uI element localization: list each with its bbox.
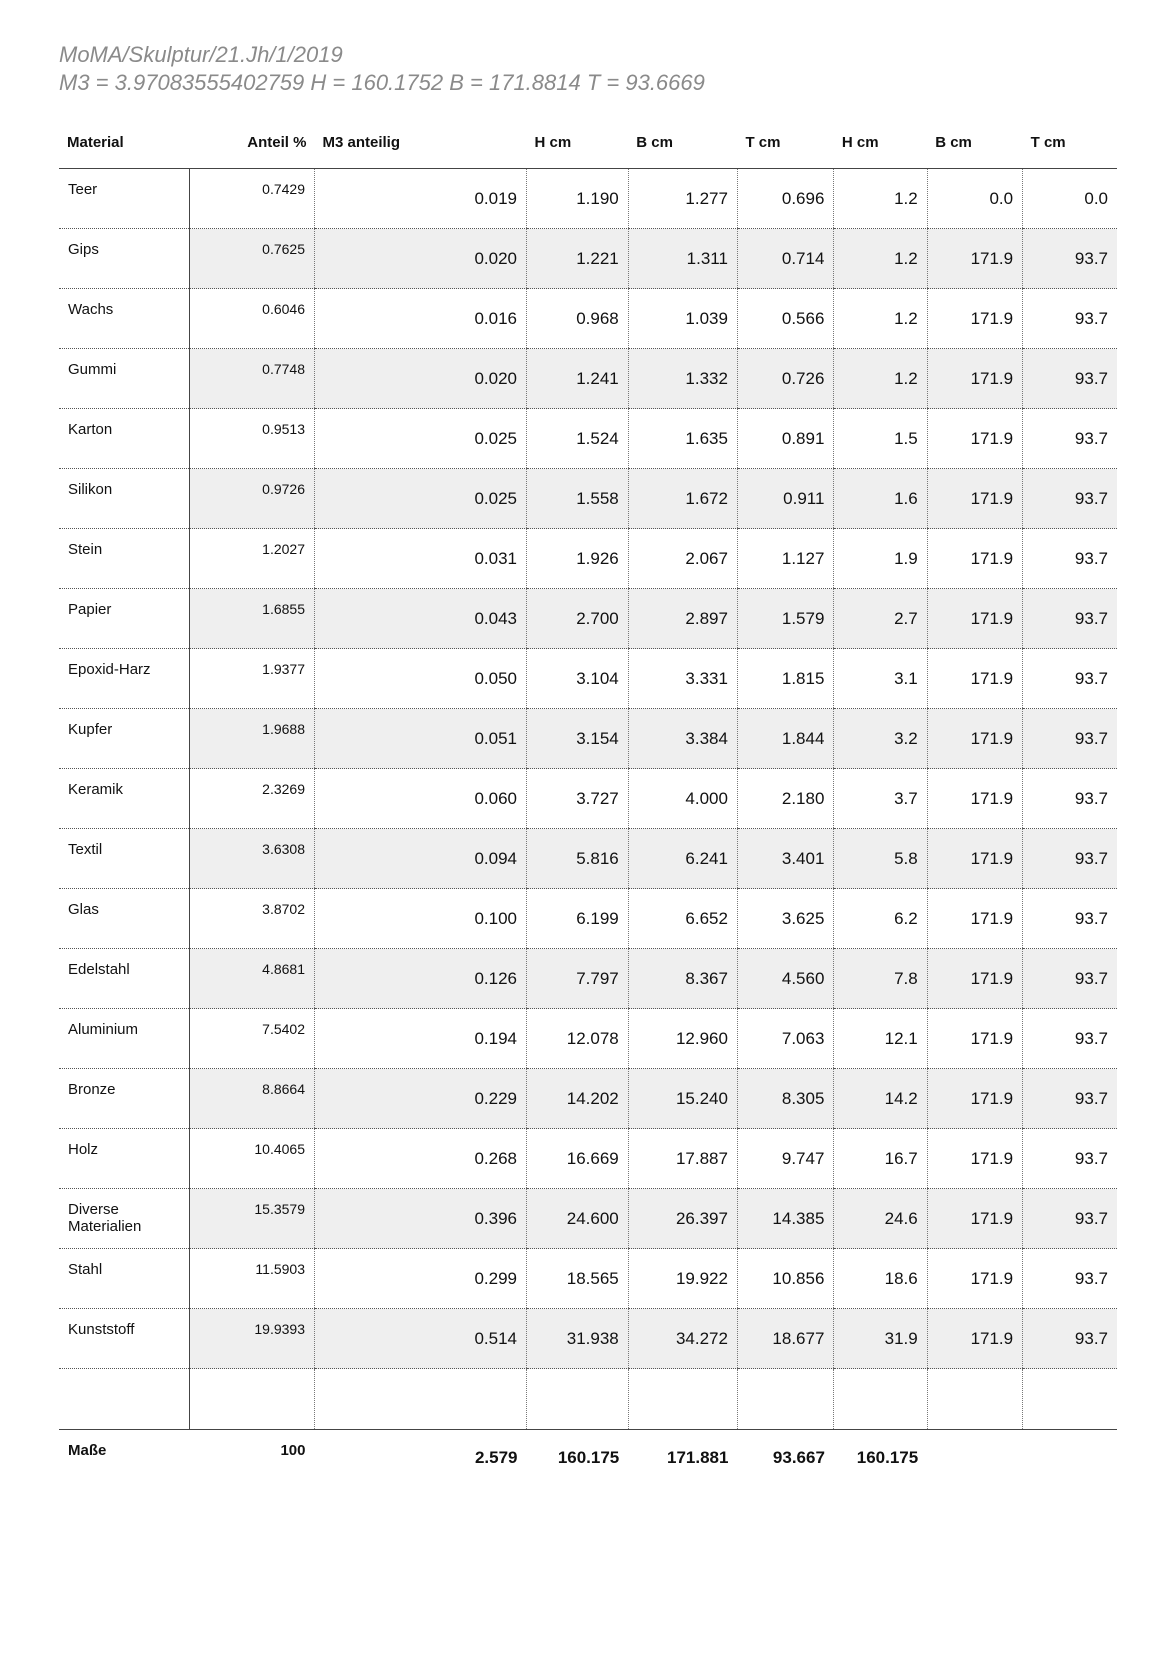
cell-t: 0.566 — [737, 289, 833, 349]
table-row — [59, 469, 1117, 529]
cell-t: 3.401 — [737, 829, 833, 889]
cell-h-rounded: 1.2 — [834, 229, 927, 289]
cell-anteil: 1.9377 — [189, 649, 314, 709]
cell-t: 1.579 — [737, 589, 833, 649]
table-header-row — [59, 116, 1117, 169]
cell-material: Silikon — [59, 469, 189, 529]
cell-material: Gummi — [59, 349, 189, 409]
cell-t-rounded: 93.7 — [1023, 1129, 1117, 1189]
cell-h-rounded: 7.8 — [834, 949, 927, 1009]
cell-m3: 0.051 — [314, 709, 526, 769]
cell-t-rounded: 93.7 — [1023, 289, 1117, 349]
cell-anteil: 1.6855 — [189, 589, 314, 649]
cell-b-rounded: 0.0 — [927, 169, 1022, 229]
cell-h: 3.104 — [527, 649, 629, 709]
cell-anteil: 7.5402 — [189, 1009, 314, 1069]
cell-t-rounded: 93.7 — [1023, 649, 1117, 709]
cell-h: 31.938 — [527, 1309, 629, 1369]
col-header-m3-anteilig: M3 anteilig — [314, 116, 526, 169]
cell-h: 5.816 — [527, 829, 629, 889]
cell-b-rounded: 171.9 — [927, 409, 1022, 469]
table-row — [59, 169, 1117, 229]
cell-m3: 0.268 — [314, 1129, 526, 1189]
table-row — [59, 649, 1117, 709]
cell-t: 0.726 — [737, 349, 833, 409]
cell-h-rounded: 1.2 — [834, 289, 927, 349]
cell-t-rounded: 93.7 — [1023, 409, 1117, 469]
cell-anteil: 11.5903 — [189, 1249, 314, 1309]
cell-t: 0.696 — [737, 169, 833, 229]
cell-t-rounded: 93.7 — [1023, 1009, 1117, 1069]
cell-t-rounded: 93.7 — [1023, 829, 1117, 889]
cell-material: Kunststoff — [59, 1309, 189, 1369]
cell-h: 3.154 — [527, 709, 629, 769]
totals-h: 160.175 — [557, 1448, 620, 1467]
table-row — [59, 529, 1117, 589]
cell-t: 0.911 — [737, 469, 833, 529]
cell-h-rounded: 5.8 — [834, 829, 927, 889]
cell-b: 3.384 — [628, 709, 737, 769]
cell-b-rounded: 171.9 — [927, 769, 1022, 829]
cell-b-rounded: 171.9 — [927, 529, 1022, 589]
cell-h-rounded: 14.2 — [834, 1069, 927, 1129]
cell-b-rounded: 171.9 — [927, 1129, 1022, 1189]
cell-b: 1.672 — [628, 469, 737, 529]
cell-t-rounded: 0.0 — [1023, 169, 1117, 229]
cell-m3: 0.025 — [314, 469, 526, 529]
cell-h: 3.727 — [527, 769, 629, 829]
materials-table — [59, 116, 1117, 1486]
cell-b: 26.397 — [628, 1189, 737, 1249]
cell-h: 6.199 — [527, 889, 629, 949]
cell-m3: 0.050 — [314, 649, 526, 709]
cell-material: Karton — [59, 409, 189, 469]
cell-h: 14.202 — [527, 1069, 629, 1129]
cell-material: Diverse Materialien — [59, 1189, 189, 1249]
cell-material: Teer — [59, 169, 189, 229]
table-row — [59, 769, 1117, 829]
col-header-t-cm: T cm — [737, 116, 833, 169]
cell-material: Keramik — [59, 769, 189, 829]
table-row — [59, 589, 1117, 649]
cell-material: Bronze — [59, 1069, 189, 1129]
table-row — [59, 349, 1117, 409]
col-header-h-cm-rounded: H cm — [834, 116, 927, 169]
cell-t-rounded: 93.7 — [1023, 469, 1117, 529]
table-row — [59, 709, 1117, 769]
totals-label: Maße — [68, 1442, 107, 1459]
cell-b-rounded: 171.9 — [927, 289, 1022, 349]
cell-b-rounded: 171.9 — [927, 949, 1022, 1009]
cell-h-rounded: 1.5 — [834, 409, 927, 469]
cell-t-rounded: 93.7 — [1023, 709, 1117, 769]
cell-m3: 0.019 — [314, 169, 526, 229]
cell-b-rounded: 171.9 — [927, 469, 1022, 529]
cell-t: 4.560 — [737, 949, 833, 1009]
cell-anteil: 0.9726 — [189, 469, 314, 529]
cell-h-rounded: 1.6 — [834, 469, 927, 529]
cell-material: Stahl — [59, 1249, 189, 1309]
cell-b: 2.897 — [628, 589, 737, 649]
cell-t-rounded: 93.7 — [1023, 769, 1117, 829]
cell-anteil: 2.3269 — [189, 769, 314, 829]
cell-h-rounded: 1.2 — [834, 169, 927, 229]
cell-t-rounded: 93.7 — [1023, 1069, 1117, 1129]
cell-b-rounded: 171.9 — [927, 889, 1022, 949]
cell-m3: 0.299 — [314, 1249, 526, 1309]
cell-t: 10.856 — [737, 1249, 833, 1309]
cell-material: Wachs — [59, 289, 189, 349]
cell-m3: 0.016 — [314, 289, 526, 349]
cell-t: 3.625 — [737, 889, 833, 949]
cell-material: Kupfer — [59, 709, 189, 769]
cell-m3: 0.094 — [314, 829, 526, 889]
cell-h-rounded: 6.2 — [834, 889, 927, 949]
cell-t-rounded: 93.7 — [1023, 889, 1117, 949]
dimensions-summary: M3 = 3.97083555402759 H = 160.1752 B = 171.8814 T = 93.6669 — [59, 70, 705, 95]
cell-h: 1.926 — [527, 529, 629, 589]
cell-anteil: 8.8664 — [189, 1069, 314, 1129]
cell-t-rounded: 93.7 — [1023, 229, 1117, 289]
table-row — [59, 1069, 1117, 1129]
totals-t: 93.667 — [772, 1448, 825, 1467]
cell-material: Epoxid-Harz — [59, 649, 189, 709]
cell-material: Aluminium — [59, 1009, 189, 1069]
cell-t-rounded: 93.7 — [1023, 949, 1117, 1009]
cell-t: 0.891 — [737, 409, 833, 469]
cell-h: 18.565 — [527, 1249, 629, 1309]
cell-anteil: 1.2027 — [189, 529, 314, 589]
cell-b: 1.039 — [628, 289, 737, 349]
totals-h-rounded: 160.175 — [856, 1448, 919, 1467]
table-row — [59, 229, 1117, 289]
col-header-b-cm: B cm — [628, 116, 737, 169]
cell-h-rounded: 24.6 — [834, 1189, 927, 1249]
cell-m3: 0.060 — [314, 769, 526, 829]
cell-anteil: 3.6308 — [189, 829, 314, 889]
cell-h-rounded: 3.2 — [834, 709, 927, 769]
cell-b: 1.311 — [628, 229, 737, 289]
cell-m3: 0.229 — [314, 1069, 526, 1129]
cell-t-rounded: 93.7 — [1023, 1189, 1117, 1249]
table-row — [59, 1309, 1117, 1369]
cell-b: 2.067 — [628, 529, 737, 589]
cell-m3: 0.025 — [314, 409, 526, 469]
cell-b-rounded: 171.9 — [927, 1309, 1022, 1369]
cell-h-rounded: 1.9 — [834, 529, 927, 589]
col-header-b-cm-rounded: B cm — [927, 116, 1022, 169]
cell-b-rounded: 171.9 — [927, 1189, 1022, 1249]
table-row — [59, 829, 1117, 889]
cell-b: 12.960 — [628, 1009, 737, 1069]
document-title: MoMA/Skulptur/21.Jh/1/2019 — [59, 42, 343, 67]
cell-m3: 0.043 — [314, 589, 526, 649]
cell-h: 1.524 — [527, 409, 629, 469]
cell-m3: 0.100 — [314, 889, 526, 949]
table-row — [59, 889, 1117, 949]
cell-b: 1.332 — [628, 349, 737, 409]
cell-material: Edelstahl — [59, 949, 189, 1009]
cell-h-rounded: 16.7 — [834, 1129, 927, 1189]
cell-b: 6.652 — [628, 889, 737, 949]
cell-h-rounded: 31.9 — [834, 1309, 927, 1369]
cell-t: 0.714 — [737, 229, 833, 289]
cell-b-rounded: 171.9 — [927, 1069, 1022, 1129]
cell-material: Textil — [59, 829, 189, 889]
cell-h-rounded: 3.7 — [834, 769, 927, 829]
cell-m3: 0.020 — [314, 349, 526, 409]
cell-b: 1.277 — [628, 169, 737, 229]
cell-h: 24.600 — [527, 1189, 629, 1249]
cell-b: 3.331 — [628, 649, 737, 709]
cell-t: 1.815 — [737, 649, 833, 709]
cell-m3: 0.514 — [314, 1309, 526, 1369]
totals-m3: 2.579 — [474, 1448, 518, 1467]
cell-b: 6.241 — [628, 829, 737, 889]
table-row — [59, 1129, 1117, 1189]
cell-material: Holz — [59, 1129, 189, 1189]
cell-h: 1.221 — [527, 229, 629, 289]
cell-b-rounded: 171.9 — [927, 1009, 1022, 1069]
cell-t-rounded: 93.7 — [1023, 349, 1117, 409]
cell-h-rounded: 3.1 — [834, 649, 927, 709]
cell-t-rounded: 93.7 — [1023, 589, 1117, 649]
cell-t: 8.305 — [737, 1069, 833, 1129]
cell-anteil: 19.9393 — [189, 1309, 314, 1369]
cell-anteil: 0.7625 — [189, 229, 314, 289]
cell-t: 18.677 — [737, 1309, 833, 1369]
cell-b-rounded: 171.9 — [927, 589, 1022, 649]
cell-t: 1.127 — [737, 529, 833, 589]
cell-m3: 0.031 — [314, 529, 526, 589]
cell-anteil: 0.7429 — [189, 169, 314, 229]
totals-row — [59, 1430, 1117, 1487]
cell-t-rounded: 93.7 — [1023, 1249, 1117, 1309]
table-row — [59, 1249, 1117, 1309]
cell-anteil: 0.9513 — [189, 409, 314, 469]
cell-anteil: 10.4065 — [189, 1129, 314, 1189]
cell-t: 9.747 — [737, 1129, 833, 1189]
table-row — [59, 949, 1117, 1009]
cell-h: 2.700 — [527, 589, 629, 649]
cell-b-rounded: 171.9 — [927, 649, 1022, 709]
cell-b: 1.635 — [628, 409, 737, 469]
cell-b-rounded: 171.9 — [927, 709, 1022, 769]
cell-b-rounded: 171.9 — [927, 229, 1022, 289]
cell-anteil: 1.9688 — [189, 709, 314, 769]
cell-t-rounded: 93.7 — [1023, 529, 1117, 589]
cell-t: 14.385 — [737, 1189, 833, 1249]
totals-anteil: 100 — [280, 1442, 306, 1459]
cell-t: 2.180 — [737, 769, 833, 829]
col-header-anteil: Anteil % — [189, 116, 314, 169]
cell-t: 1.844 — [737, 709, 833, 769]
cell-m3: 0.126 — [314, 949, 526, 1009]
table-row — [59, 409, 1117, 469]
cell-b-rounded: 171.9 — [927, 1249, 1022, 1309]
cell-b: 17.887 — [628, 1129, 737, 1189]
cell-h: 1.558 — [527, 469, 629, 529]
col-header-material: Material — [59, 116, 189, 169]
cell-h-rounded: 2.7 — [834, 589, 927, 649]
cell-b: 19.922 — [628, 1249, 737, 1309]
cell-b: 8.367 — [628, 949, 737, 1009]
cell-anteil: 4.8681 — [189, 949, 314, 1009]
col-header-t-cm-rounded: T cm — [1023, 116, 1117, 169]
cell-anteil: 3.8702 — [189, 889, 314, 949]
col-header-h-cm: H cm — [527, 116, 629, 169]
cell-material: Glas — [59, 889, 189, 949]
cell-h: 0.968 — [527, 289, 629, 349]
table-row-empty — [59, 1369, 1117, 1430]
cell-h: 7.797 — [527, 949, 629, 1009]
cell-anteil: 0.6046 — [189, 289, 314, 349]
cell-b: 34.272 — [628, 1309, 737, 1369]
cell-t-rounded: 93.7 — [1023, 1309, 1117, 1369]
cell-h: 12.078 — [527, 1009, 629, 1069]
cell-b: 15.240 — [628, 1069, 737, 1129]
table-row — [59, 289, 1117, 349]
table-row — [59, 1189, 1117, 1249]
cell-h: 16.669 — [527, 1129, 629, 1189]
cell-m3: 0.396 — [314, 1189, 526, 1249]
cell-h-rounded: 18.6 — [834, 1249, 927, 1309]
cell-material: Papier — [59, 589, 189, 649]
cell-anteil: 15.3579 — [189, 1189, 314, 1249]
cell-anteil: 0.7748 — [189, 349, 314, 409]
cell-h-rounded: 12.1 — [834, 1009, 927, 1069]
cell-material: Gips — [59, 229, 189, 289]
cell-h: 1.241 — [527, 349, 629, 409]
table-row — [59, 1009, 1117, 1069]
cell-material: Stein — [59, 529, 189, 589]
cell-m3: 0.194 — [314, 1009, 526, 1069]
cell-b: 4.000 — [628, 769, 737, 829]
totals-b: 171.881 — [667, 1448, 729, 1467]
cell-t: 7.063 — [737, 1009, 833, 1069]
cell-b-rounded: 171.9 — [927, 349, 1022, 409]
cell-h-rounded: 1.2 — [834, 349, 927, 409]
cell-m3: 0.020 — [314, 229, 526, 289]
cell-h: 1.190 — [527, 169, 629, 229]
cell-b-rounded: 171.9 — [927, 829, 1022, 889]
